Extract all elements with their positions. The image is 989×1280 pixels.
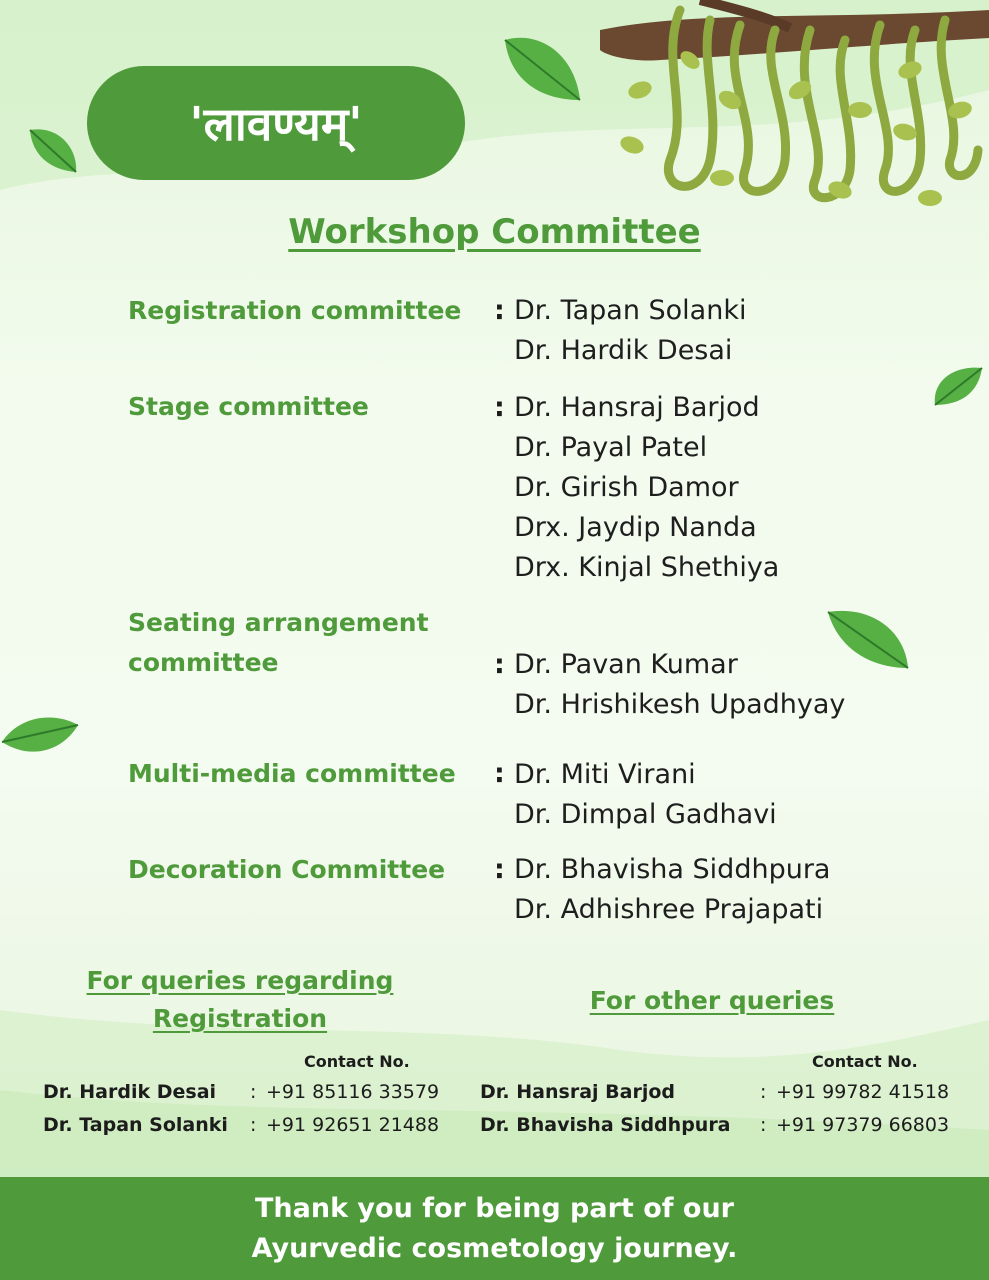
contact-separator: :	[760, 1081, 767, 1103]
committee-colon: :	[494, 649, 505, 680]
member-name: Dr. Miti Virani	[514, 759, 696, 790]
member-list-registration	[514, 291, 746, 371]
section-heading: Workshop Committee	[288, 212, 701, 252]
committee-name-stage	[128, 387, 369, 427]
committee-name-line: committee	[128, 648, 279, 677]
title-text: 'लावण्यम्'	[189, 97, 363, 151]
leaf-icon-5	[2, 718, 78, 752]
committee-name-line: Stage committee	[128, 392, 369, 421]
contact-label: Contact No.	[812, 1052, 918, 1071]
contact-phone: +91 85116 33579	[266, 1081, 440, 1103]
committee-name-line: Decoration Committee	[128, 855, 446, 884]
committee-colon: :	[494, 854, 505, 885]
member-name: Dr. Payal Patel	[514, 432, 708, 463]
committee-name-line: Registration committee	[128, 296, 462, 325]
footer-line: Thank you for being part of our	[254, 1192, 734, 1224]
contact-name: Dr. Bhavisha Siddhpura	[480, 1114, 731, 1136]
member-name: Dr. Dimpal Gadhavi	[514, 799, 777, 830]
member-name: Drx. Kinjal Shethiya	[514, 552, 780, 583]
committee-colon: :	[494, 758, 505, 789]
committee-name-seating	[128, 603, 429, 683]
member-name: Dr. Pavan Kumar	[514, 649, 738, 680]
member-list-seating	[514, 645, 845, 725]
member-name: Dr. Hansraj Barjod	[514, 392, 760, 423]
committee-name-line: Seating arrangement	[128, 608, 429, 637]
member-name: Dr. Girish Damor	[514, 472, 739, 503]
committee-name-decoration	[128, 850, 445, 890]
member-list-decoration	[514, 850, 830, 930]
member-name: Dr. Hrishikesh Upadhyay	[514, 689, 846, 720]
contact-phone: +91 92651 21488	[266, 1114, 440, 1136]
contact-separator: :	[250, 1081, 257, 1103]
member-name: Dr. Bhavisha Siddhpura	[514, 854, 831, 885]
committee-colon: :	[494, 392, 505, 423]
member-name: Dr. Adhishree Prajapati	[514, 894, 824, 925]
leaf-icon-3	[935, 368, 982, 405]
registration-queries-heading	[70, 962, 410, 1038]
footer-banner	[0, 1177, 989, 1280]
contact-phone: +91 97379 66803	[776, 1114, 950, 1136]
member-list-multimedia	[514, 755, 777, 835]
other-queries-heading	[552, 982, 872, 1020]
member-name: Drx. Jaydip Nanda	[514, 512, 757, 543]
title-banner	[87, 66, 465, 180]
contact-name: Dr. Tapan Solanki	[43, 1114, 228, 1136]
heading-line: For other queries	[589, 986, 835, 1015]
contact-phone: +91 99782 41518	[776, 1081, 950, 1103]
contact-label: Contact No.	[304, 1052, 410, 1071]
member-list-stage	[514, 388, 779, 588]
contact-name: Dr. Hardik Desai	[43, 1081, 217, 1103]
contact-separator: :	[250, 1114, 257, 1136]
committee-name-multimedia	[128, 754, 456, 794]
contact-name: Dr. Hansraj Barjod	[480, 1081, 675, 1103]
heading-line: Registration	[152, 1004, 328, 1033]
member-name: Dr. Tapan Solanki	[514, 295, 747, 326]
member-name: Dr. Hardik Desai	[514, 335, 733, 366]
committee-name-registration	[128, 291, 461, 331]
committee-name-line: Multi-media committee	[128, 759, 456, 788]
contact-separator: :	[760, 1114, 767, 1136]
committee-colon: :	[494, 295, 505, 326]
footer-line: Ayurvedic cosmetology journey.	[251, 1232, 738, 1264]
heading-line: For queries regarding	[86, 966, 394, 995]
